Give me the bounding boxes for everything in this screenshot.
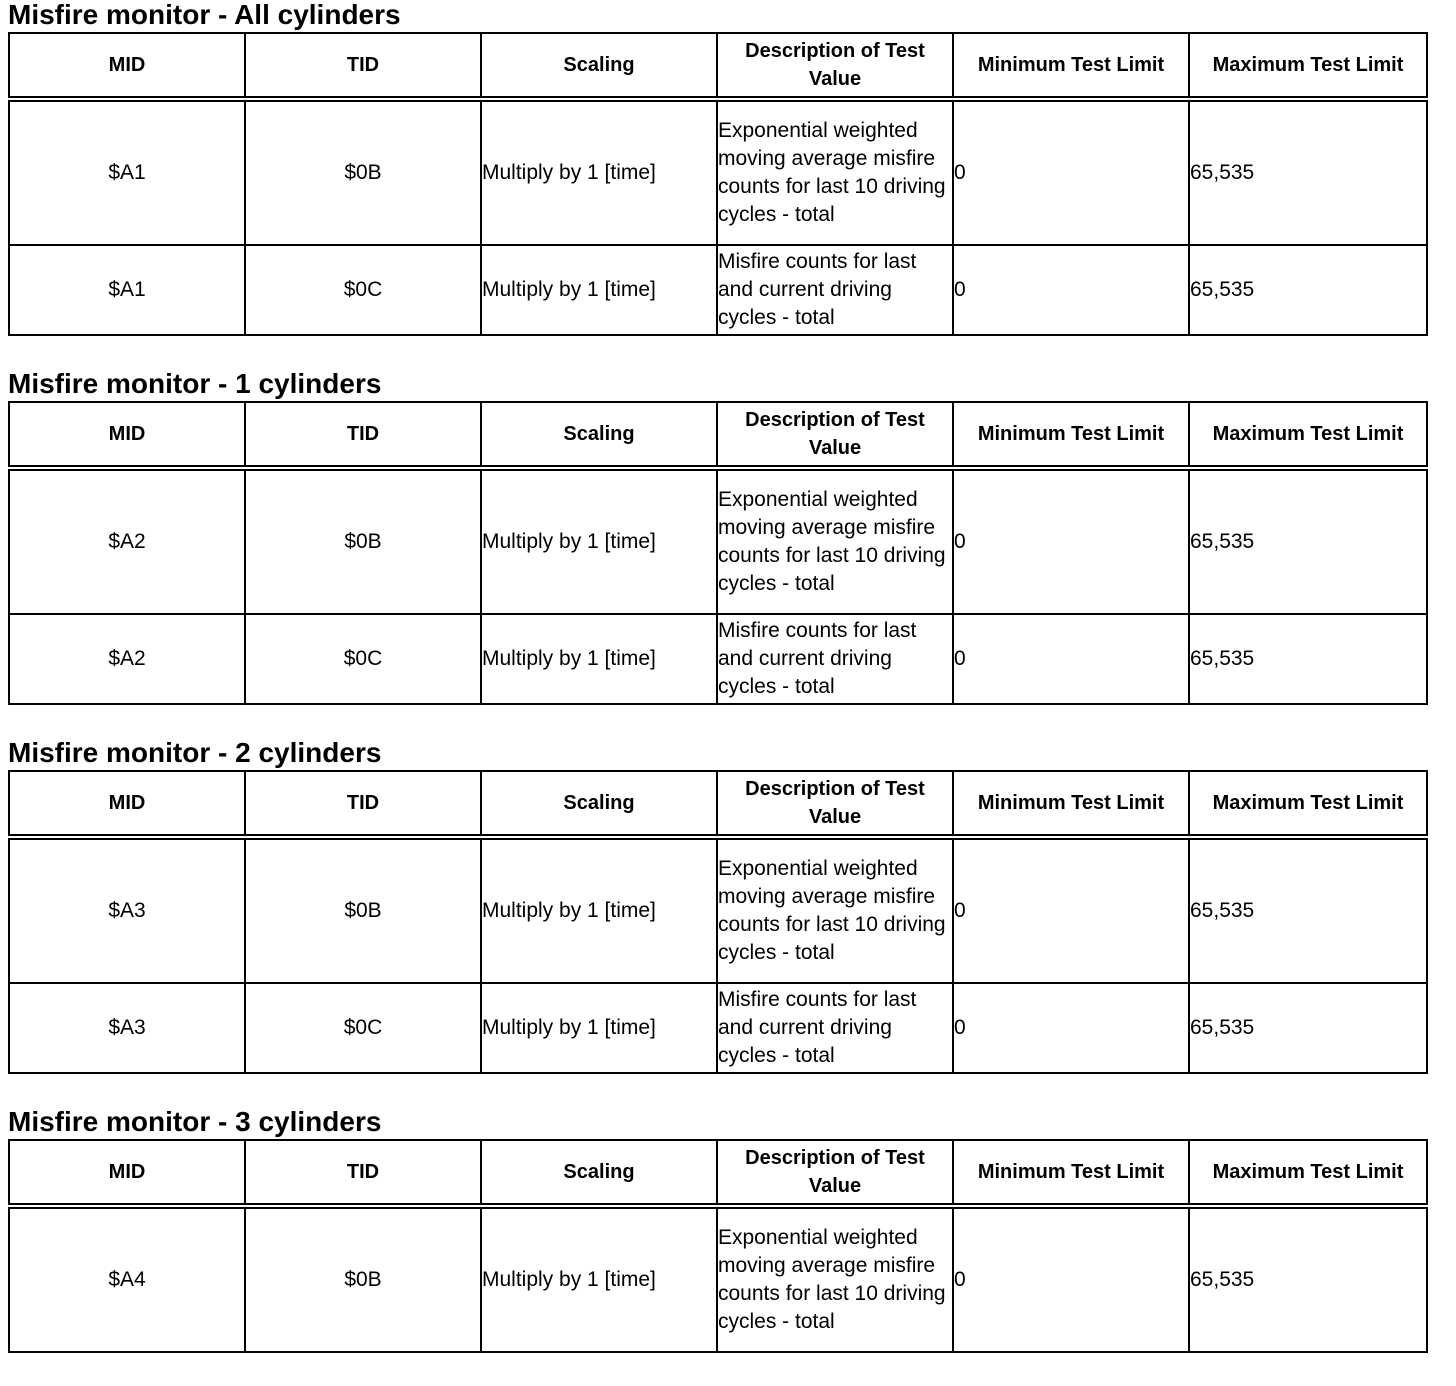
section-3-cylinders — [8, 1107, 1426, 1353]
test-table — [8, 401, 1428, 705]
header-max-limit: Maximum Test Limit — [1189, 771, 1427, 837]
table-row — [9, 983, 1427, 1073]
table-header-row — [9, 1140, 1427, 1206]
header-mid: MID — [9, 1140, 245, 1206]
table-row — [9, 614, 1427, 704]
cell-tid: $0B — [245, 468, 481, 614]
cell-min-limit: 0 — [953, 1206, 1189, 1352]
table-row — [9, 245, 1427, 335]
cell-max-limit: 65,535 — [1189, 837, 1427, 983]
cell-tid: $0B — [245, 1206, 481, 1352]
cell-description: Exponential weighted moving average misfire counts for last 10 driving cycles - total — [717, 99, 953, 245]
cell-tid: $0B — [245, 99, 481, 245]
section-title: Misfire monitor - 1 cylinders — [8, 368, 382, 399]
test-table — [8, 32, 1428, 336]
header-description: Description of Test Value — [717, 402, 953, 468]
header-description: Description of Test Value — [717, 1140, 953, 1206]
cell-mid: $A3 — [9, 983, 245, 1073]
test-table — [8, 770, 1428, 1074]
header-min-limit: Minimum Test Limit — [953, 33, 1189, 99]
header-scaling: Scaling — [481, 1140, 717, 1206]
section-2-cylinders — [8, 738, 1426, 1074]
cell-min-limit: 0 — [953, 837, 1189, 983]
cell-mid: $A2 — [9, 468, 245, 614]
header-tid: TID — [245, 33, 481, 99]
header-mid: MID — [9, 402, 245, 468]
section-title: Misfire monitor - 3 cylinders — [8, 1106, 382, 1137]
cell-scaling: Multiply by 1 [time] — [481, 1206, 717, 1352]
table-row — [9, 837, 1427, 983]
cell-min-limit: 0 — [953, 245, 1189, 335]
cell-max-limit: 65,535 — [1189, 983, 1427, 1073]
cell-scaling: Multiply by 1 [time] — [481, 983, 717, 1073]
header-max-limit: Maximum Test Limit — [1189, 1140, 1427, 1206]
cell-mid: $A1 — [9, 99, 245, 245]
cell-description: Exponential weighted moving average misfire counts for last 10 driving cycles - total — [717, 837, 953, 983]
cell-scaling: Multiply by 1 [time] — [481, 837, 717, 983]
cell-description: Misfire counts for last and current driving cycles - total — [717, 983, 953, 1073]
cell-description: Misfire counts for last and current driving cycles - total — [717, 614, 953, 704]
table-header-row — [9, 771, 1427, 837]
cell-scaling: Multiply by 1 [time] — [481, 99, 717, 245]
header-scaling: Scaling — [481, 33, 717, 99]
header-description: Description of Test Value — [717, 771, 953, 837]
cell-scaling: Multiply by 1 [time] — [481, 468, 717, 614]
cell-tid: $0C — [245, 983, 481, 1073]
header-scaling: Scaling — [481, 402, 717, 468]
test-table — [8, 1139, 1428, 1353]
table-row — [9, 1206, 1427, 1352]
cell-mid: $A4 — [9, 1206, 245, 1352]
header-tid: TID — [245, 402, 481, 468]
cell-scaling: Multiply by 1 [time] — [481, 614, 717, 704]
header-mid: MID — [9, 771, 245, 837]
table-header-row — [9, 33, 1427, 99]
header-min-limit: Minimum Test Limit — [953, 402, 1189, 468]
cell-max-limit: 65,535 — [1189, 614, 1427, 704]
section-title: Misfire monitor - All cylinders — [8, 0, 401, 30]
cell-mid: $A2 — [9, 614, 245, 704]
header-tid: TID — [245, 771, 481, 837]
header-min-limit: Minimum Test Limit — [953, 1140, 1189, 1206]
header-tid: TID — [245, 1140, 481, 1206]
cell-tid: $0B — [245, 837, 481, 983]
table-header-row — [9, 402, 1427, 468]
header-min-limit: Minimum Test Limit — [953, 771, 1189, 837]
table-row — [9, 99, 1427, 245]
section-1-cylinders — [8, 369, 1426, 705]
cell-mid: $A3 — [9, 837, 245, 983]
cell-tid: $0C — [245, 245, 481, 335]
cell-min-limit: 0 — [953, 983, 1189, 1073]
header-description: Description of Test Value — [717, 33, 953, 99]
cell-max-limit: 65,535 — [1189, 245, 1427, 335]
cell-tid: $0C — [245, 614, 481, 704]
cell-scaling: Multiply by 1 [time] — [481, 245, 717, 335]
section-all-cylinders — [8, 0, 1426, 336]
cell-min-limit: 0 — [953, 99, 1189, 245]
section-title: Misfire monitor - 2 cylinders — [8, 737, 382, 768]
cell-max-limit: 65,535 — [1189, 99, 1427, 245]
header-max-limit: Maximum Test Limit — [1189, 33, 1427, 99]
header-mid: MID — [9, 33, 245, 99]
cell-max-limit: 65,535 — [1189, 1206, 1427, 1352]
cell-min-limit: 0 — [953, 468, 1189, 614]
header-max-limit: Maximum Test Limit — [1189, 402, 1427, 468]
cell-min-limit: 0 — [953, 614, 1189, 704]
header-scaling: Scaling — [481, 771, 717, 837]
cell-mid: $A1 — [9, 245, 245, 335]
cell-description: Exponential weighted moving average misfire counts for last 10 driving cycles - total — [717, 468, 953, 614]
cell-max-limit: 65,535 — [1189, 468, 1427, 614]
cell-description: Misfire counts for last and current driving cycles - total — [717, 245, 953, 335]
cell-description: Exponential weighted moving average misfire counts for last 10 driving cycles - total — [717, 1206, 953, 1352]
table-row — [9, 468, 1427, 614]
